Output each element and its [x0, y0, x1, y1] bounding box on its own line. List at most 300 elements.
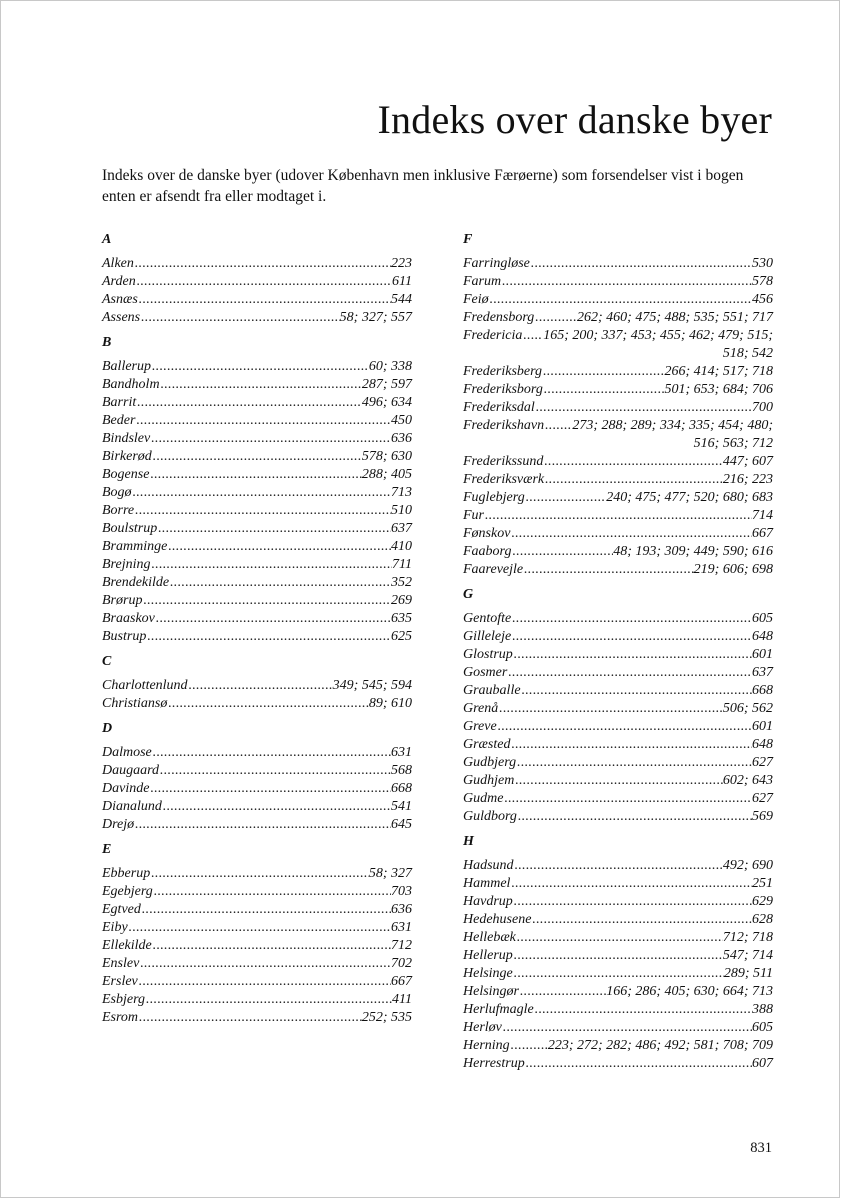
index-entry — [102, 484, 412, 502]
dot-leader — [542, 363, 664, 381]
index-entry — [102, 592, 412, 610]
index-entry — [102, 376, 412, 394]
town-name: Bustrup — [102, 629, 147, 644]
index-entry — [463, 646, 773, 664]
page-references: 219; 606; 698 — [693, 562, 773, 577]
page-references-continued: 518; 542 — [722, 346, 773, 361]
town-name: Bogø — [102, 485, 132, 500]
dot-leader — [141, 901, 391, 919]
index-entry — [463, 718, 773, 736]
section-letter-a: A — [102, 232, 112, 247]
page-references: 547; 714 — [722, 948, 773, 963]
dot-leader — [523, 561, 694, 579]
town-name: Hedehusene — [463, 912, 532, 927]
page-references: 611 — [392, 274, 412, 289]
index-entry — [102, 466, 412, 484]
town-name: Helsingør — [463, 984, 519, 999]
index-entry — [102, 538, 412, 556]
page-references: 269 — [391, 593, 412, 608]
dot-leader — [169, 574, 391, 592]
index-entry — [102, 744, 412, 762]
index-entry — [102, 502, 412, 520]
section-letter-e: E — [102, 842, 112, 857]
town-name: Herløv — [463, 1020, 502, 1035]
entry-list-f — [463, 255, 773, 579]
index-entry — [463, 273, 773, 291]
town-name: Gudbjerg — [463, 755, 517, 770]
index-entry — [463, 381, 773, 399]
dot-leader — [150, 430, 391, 448]
entry-list-b — [102, 358, 412, 646]
page-references: 60; 338 — [368, 359, 412, 374]
index-entry — [102, 394, 412, 412]
index-entry — [102, 358, 412, 376]
page-references: 289; 511 — [723, 966, 773, 981]
town-name: Assens — [102, 310, 141, 325]
page-references: 668 — [752, 683, 773, 698]
dot-leader — [513, 646, 752, 664]
town-name: Faarevejle — [463, 562, 524, 577]
page-references: 496; 634 — [361, 395, 412, 410]
page-references: 627 — [752, 791, 773, 806]
page-references: 89; 610 — [368, 696, 412, 711]
dot-leader — [519, 983, 606, 1001]
index-entry — [102, 955, 412, 973]
entry-line-1 — [463, 417, 773, 435]
index-entry — [463, 754, 773, 772]
town-name: Farum — [463, 274, 502, 289]
page-references: 251 — [752, 876, 773, 891]
page-references: 223; 272; 282; 486; 492; 581; 708; 709 — [547, 1038, 773, 1053]
page-references: 713 — [391, 485, 412, 500]
page-references: 667 — [752, 526, 773, 541]
index-entry — [463, 1037, 773, 1055]
town-name: Ballerup — [102, 359, 151, 374]
index-entry — [102, 430, 412, 448]
index-entry — [102, 901, 412, 919]
dot-leader — [497, 718, 752, 736]
dot-leader — [128, 919, 391, 937]
dot-leader — [152, 937, 391, 955]
entry-line-1 — [463, 327, 773, 345]
page-references: 447; 607 — [722, 454, 773, 469]
dot-leader — [136, 394, 362, 412]
town-name: Hellebæk — [463, 930, 516, 945]
dot-leader — [543, 453, 722, 471]
dot-leader — [153, 883, 391, 901]
dot-leader — [525, 489, 607, 507]
dot-leader — [510, 875, 752, 893]
entry-list-d — [102, 744, 412, 834]
town-name: Feiø — [463, 292, 489, 307]
index-entry — [102, 448, 412, 466]
town-name: Eiby — [102, 920, 128, 935]
page-references-continued: 516; 563; 712 — [693, 436, 773, 451]
entry-list-c — [102, 677, 412, 713]
dot-leader — [534, 309, 577, 327]
dot-leader — [510, 736, 752, 754]
index-entry — [463, 947, 773, 965]
index-entry — [463, 507, 773, 525]
index-entry — [463, 682, 773, 700]
entry-list-g — [463, 610, 773, 826]
dot-leader — [516, 929, 723, 947]
town-name: Gosmer — [463, 665, 508, 680]
page-references: 388 — [752, 1002, 773, 1017]
page-references: 568 — [391, 763, 412, 778]
town-name: Gentofte — [463, 611, 512, 626]
town-name: Alken — [102, 256, 134, 271]
dot-leader — [146, 628, 391, 646]
town-name: Bindslev — [102, 431, 151, 446]
town-name: Frederikssund — [463, 454, 544, 469]
town-name: Dianalund — [102, 799, 162, 814]
dot-leader — [534, 1001, 752, 1019]
dot-leader — [134, 816, 391, 834]
town-name: Fredensborg — [463, 310, 535, 325]
town-name: Gudme — [463, 791, 504, 806]
index-entry — [463, 983, 773, 1001]
index-entry — [102, 780, 412, 798]
index-entry — [463, 772, 773, 790]
town-name: Beder — [102, 413, 136, 428]
town-name: Bandholm — [102, 377, 160, 392]
town-name: Egebjerg — [102, 884, 153, 899]
dot-leader — [502, 1019, 752, 1037]
page-references: 530 — [752, 256, 773, 271]
town-name: Daugaard — [102, 763, 160, 778]
page-references: 702 — [391, 956, 412, 971]
page-references: 605 — [752, 1020, 773, 1035]
dot-leader — [150, 556, 392, 574]
dot-leader — [149, 780, 391, 798]
page-references: 637 — [752, 665, 773, 680]
page-references: 492; 690 — [722, 858, 773, 873]
index-entry — [102, 816, 412, 834]
town-name: Hellerup — [463, 948, 513, 963]
page-references: 541 — [391, 799, 412, 814]
index-entry — [463, 453, 773, 471]
town-name: Bramminge — [102, 539, 168, 554]
index-entry — [102, 991, 412, 1009]
index-entry — [463, 291, 773, 309]
town-name: Frederiksdal — [463, 400, 535, 415]
dot-leader — [155, 610, 391, 628]
page-references: 578 — [752, 274, 773, 289]
dot-leader — [138, 973, 391, 991]
entry-list-a — [102, 255, 412, 327]
town-name: Frederikshavn — [463, 418, 545, 433]
dot-leader — [150, 865, 369, 883]
page-references: 450 — [391, 413, 412, 428]
section-letter-f: F — [463, 232, 473, 247]
page-references: 544 — [391, 292, 412, 307]
page-references: 628 — [752, 912, 773, 927]
index-entry — [102, 610, 412, 628]
dot-leader — [516, 754, 752, 772]
index-entry — [102, 273, 412, 291]
index-entry — [102, 574, 412, 592]
index-entry — [102, 798, 412, 816]
dot-leader — [136, 273, 392, 291]
page-references: 569 — [752, 809, 773, 824]
dot-leader — [511, 628, 752, 646]
dot-leader — [151, 358, 369, 376]
dot-leader — [531, 911, 752, 929]
page-references: 605 — [752, 611, 773, 626]
page-references: 510 — [391, 503, 412, 518]
page-references: 648 — [752, 737, 773, 752]
page-references: 629 — [752, 894, 773, 909]
index-entry — [102, 695, 412, 713]
page-references: 48; 193; 309; 449; 590; 616 — [613, 544, 773, 559]
town-name: Grenå — [463, 701, 499, 716]
page-references: 216; 223 — [722, 472, 773, 487]
town-name: Arden — [102, 274, 136, 289]
page-references: 636 — [391, 431, 412, 446]
section-letter-b: B — [102, 335, 112, 350]
index-entry — [463, 309, 773, 327]
index-entry — [463, 893, 773, 911]
dot-leader — [132, 484, 391, 502]
dot-leader — [511, 610, 752, 628]
dot-leader — [513, 893, 752, 911]
town-name: Boulstrup — [102, 521, 158, 536]
page-references: 58; 327; 557 — [339, 310, 412, 325]
page-references: 631 — [391, 920, 412, 935]
dot-leader — [138, 1009, 362, 1027]
town-name: Asnæs — [102, 292, 138, 307]
page-references: 240; 475; 477; 520; 680; 683 — [606, 490, 773, 505]
page-references: 635 — [391, 611, 412, 626]
town-name: Grauballe — [463, 683, 521, 698]
dot-leader — [514, 772, 723, 790]
town-name: Drejø — [102, 817, 135, 832]
page-references: 501; 653; 684; 706 — [664, 382, 773, 397]
dot-leader — [535, 399, 752, 417]
page-references: 456 — [752, 292, 773, 307]
dot-leader — [159, 762, 391, 780]
index-entry — [102, 291, 412, 309]
intro-paragraph: Indeks over de danske byer (udover København men inklusive Færøerne) som forsendelser vist i bogen enten er afsendt fra eller modtaget i. — [102, 167, 744, 205]
dot-leader — [525, 1055, 752, 1073]
dot-leader — [149, 466, 361, 484]
index-entry — [463, 525, 773, 543]
index-entry — [463, 255, 773, 273]
page-number: 831 — [750, 1140, 772, 1156]
dot-leader — [142, 592, 391, 610]
index-entry — [463, 561, 773, 579]
town-name: Havdrup — [463, 894, 513, 909]
dot-leader — [507, 664, 752, 682]
town-name: Brendekilde — [102, 575, 170, 590]
page-references: 252; 535 — [361, 1010, 412, 1025]
index-entry — [463, 471, 773, 489]
town-name: Gilleleje — [463, 629, 512, 644]
index-entry — [463, 399, 773, 417]
index-column-left — [102, 226, 412, 1027]
index-entry — [102, 309, 412, 327]
index-entry — [102, 556, 412, 574]
index-entry — [463, 808, 773, 826]
dot-leader — [484, 507, 752, 525]
page-references: 352 — [391, 575, 412, 590]
page-title: Indeks over danske byer — [377, 97, 772, 142]
page-references: 711 — [392, 557, 412, 572]
dot-leader — [134, 255, 391, 273]
page-references: 714 — [752, 508, 773, 523]
index-entry — [102, 919, 412, 937]
page-references: 506; 562 — [722, 701, 773, 716]
index-entry — [102, 973, 412, 991]
town-name: Enslev — [102, 956, 140, 971]
dot-leader — [530, 255, 752, 273]
town-name: Borre — [102, 503, 135, 518]
town-name: Charlottenlund — [102, 678, 188, 693]
town-name: Græsted — [463, 737, 511, 752]
dot-leader — [152, 744, 391, 762]
page-references: 273; 288; 289; 334; 335; 454; 480; — [572, 418, 773, 433]
dot-leader — [167, 695, 368, 713]
town-name: Dalmose — [102, 745, 152, 760]
town-name: Brørup — [102, 593, 143, 608]
town-name: Birkerød — [102, 449, 152, 464]
index-entry — [463, 628, 773, 646]
page-references: 645 — [391, 817, 412, 832]
dot-leader — [167, 538, 391, 556]
page-references: 266; 414; 517; 718 — [664, 364, 773, 379]
index-entry — [102, 255, 412, 273]
town-name: Guldborg — [463, 809, 517, 824]
town-name: Christiansø — [102, 696, 168, 711]
dot-leader — [513, 965, 724, 983]
town-name: Esbjerg — [102, 992, 146, 1007]
dot-leader — [514, 857, 723, 875]
page-references: 667 — [391, 974, 412, 989]
index-entry — [463, 929, 773, 947]
page-references: 625 — [391, 629, 412, 644]
dot-leader — [134, 502, 391, 520]
page-references: 631 — [391, 745, 412, 760]
index-entry — [463, 1019, 773, 1037]
index-entry — [463, 363, 773, 381]
page-references: 165; 200; 337; 453; 455; 462; 479; 515; — [543, 328, 773, 343]
page-references: 58; 327 — [368, 866, 412, 881]
town-name: Frederiksværk — [463, 472, 545, 487]
dot-leader — [503, 790, 752, 808]
entry-list-h — [463, 857, 773, 1073]
dot-leader — [138, 291, 391, 309]
index-entry — [463, 875, 773, 893]
dot-leader — [489, 291, 752, 309]
index-entry — [102, 628, 412, 646]
town-name: Egtved — [102, 902, 141, 917]
page-references: 288; 405 — [361, 467, 412, 482]
index-entry — [463, 664, 773, 682]
town-name: Frederiksborg — [463, 382, 543, 397]
dot-leader — [522, 327, 543, 345]
page-references: 648 — [752, 629, 773, 644]
dot-leader — [511, 543, 613, 561]
page-references: 601 — [752, 719, 773, 734]
page-references: 578; 630 — [361, 449, 412, 464]
index-entry — [102, 412, 412, 430]
page-references: 602; 643 — [722, 773, 773, 788]
town-name: Greve — [463, 719, 497, 734]
page-references: 637 — [391, 521, 412, 536]
dot-leader — [145, 991, 392, 1009]
page-references: 668 — [391, 781, 412, 796]
index-entry — [463, 1001, 773, 1019]
page-references: 411 — [392, 992, 412, 1007]
dot-leader — [543, 381, 665, 399]
dot-leader — [513, 947, 723, 965]
index-entry — [102, 762, 412, 780]
page-references: 349; 545; 594 — [332, 678, 412, 693]
index-entry — [102, 1009, 412, 1027]
town-name: Frederiksberg — [463, 364, 543, 379]
section-letter-d: D — [102, 721, 113, 736]
town-name: Ebberup — [102, 866, 151, 881]
index-entry — [463, 965, 773, 983]
town-name: Helsinge — [463, 966, 513, 981]
page-references: 287; 597 — [361, 377, 412, 392]
section-letter-c: C — [102, 654, 112, 669]
town-name: Fuglebjerg — [463, 490, 525, 505]
dot-leader — [160, 376, 362, 394]
town-name: Fredericia — [463, 328, 523, 343]
town-name: Hammel — [463, 876, 511, 891]
dot-leader — [140, 309, 340, 327]
dot-leader — [521, 682, 752, 700]
index-entry — [463, 911, 773, 929]
entry-list-e — [102, 865, 412, 1027]
town-name: Davinde — [102, 781, 150, 796]
page-references: 601 — [752, 647, 773, 662]
index-entry — [463, 1055, 773, 1073]
index-entry — [463, 857, 773, 875]
town-name: Braaskov — [102, 611, 155, 626]
town-name: Glostrup — [463, 647, 513, 662]
section-letter-g: G — [463, 587, 474, 602]
dot-leader — [501, 273, 752, 291]
page-references: 636 — [391, 902, 412, 917]
dot-leader — [162, 798, 391, 816]
town-name: Erslev — [102, 974, 138, 989]
index-entry — [463, 417, 773, 453]
dot-leader — [510, 525, 752, 543]
town-name: Farringløse — [463, 256, 530, 271]
page-references: 712; 718 — [722, 930, 773, 945]
dot-leader — [544, 417, 572, 435]
town-name: Barrit — [102, 395, 137, 410]
index-entry — [102, 883, 412, 901]
index-entry — [463, 543, 773, 561]
index-entry — [463, 327, 773, 363]
town-name: Bogense — [102, 467, 150, 482]
page-references: 712 — [391, 938, 412, 953]
index-entry — [463, 790, 773, 808]
index-entry — [463, 610, 773, 628]
index-entry — [463, 489, 773, 507]
town-name: Faaborg — [463, 544, 512, 559]
index-entry — [463, 700, 773, 718]
town-name: Herlufmagle — [463, 1002, 534, 1017]
section-letter-h: H — [463, 834, 474, 849]
index-entry — [102, 865, 412, 883]
town-name: Herning — [463, 1038, 510, 1053]
dot-leader — [139, 955, 391, 973]
